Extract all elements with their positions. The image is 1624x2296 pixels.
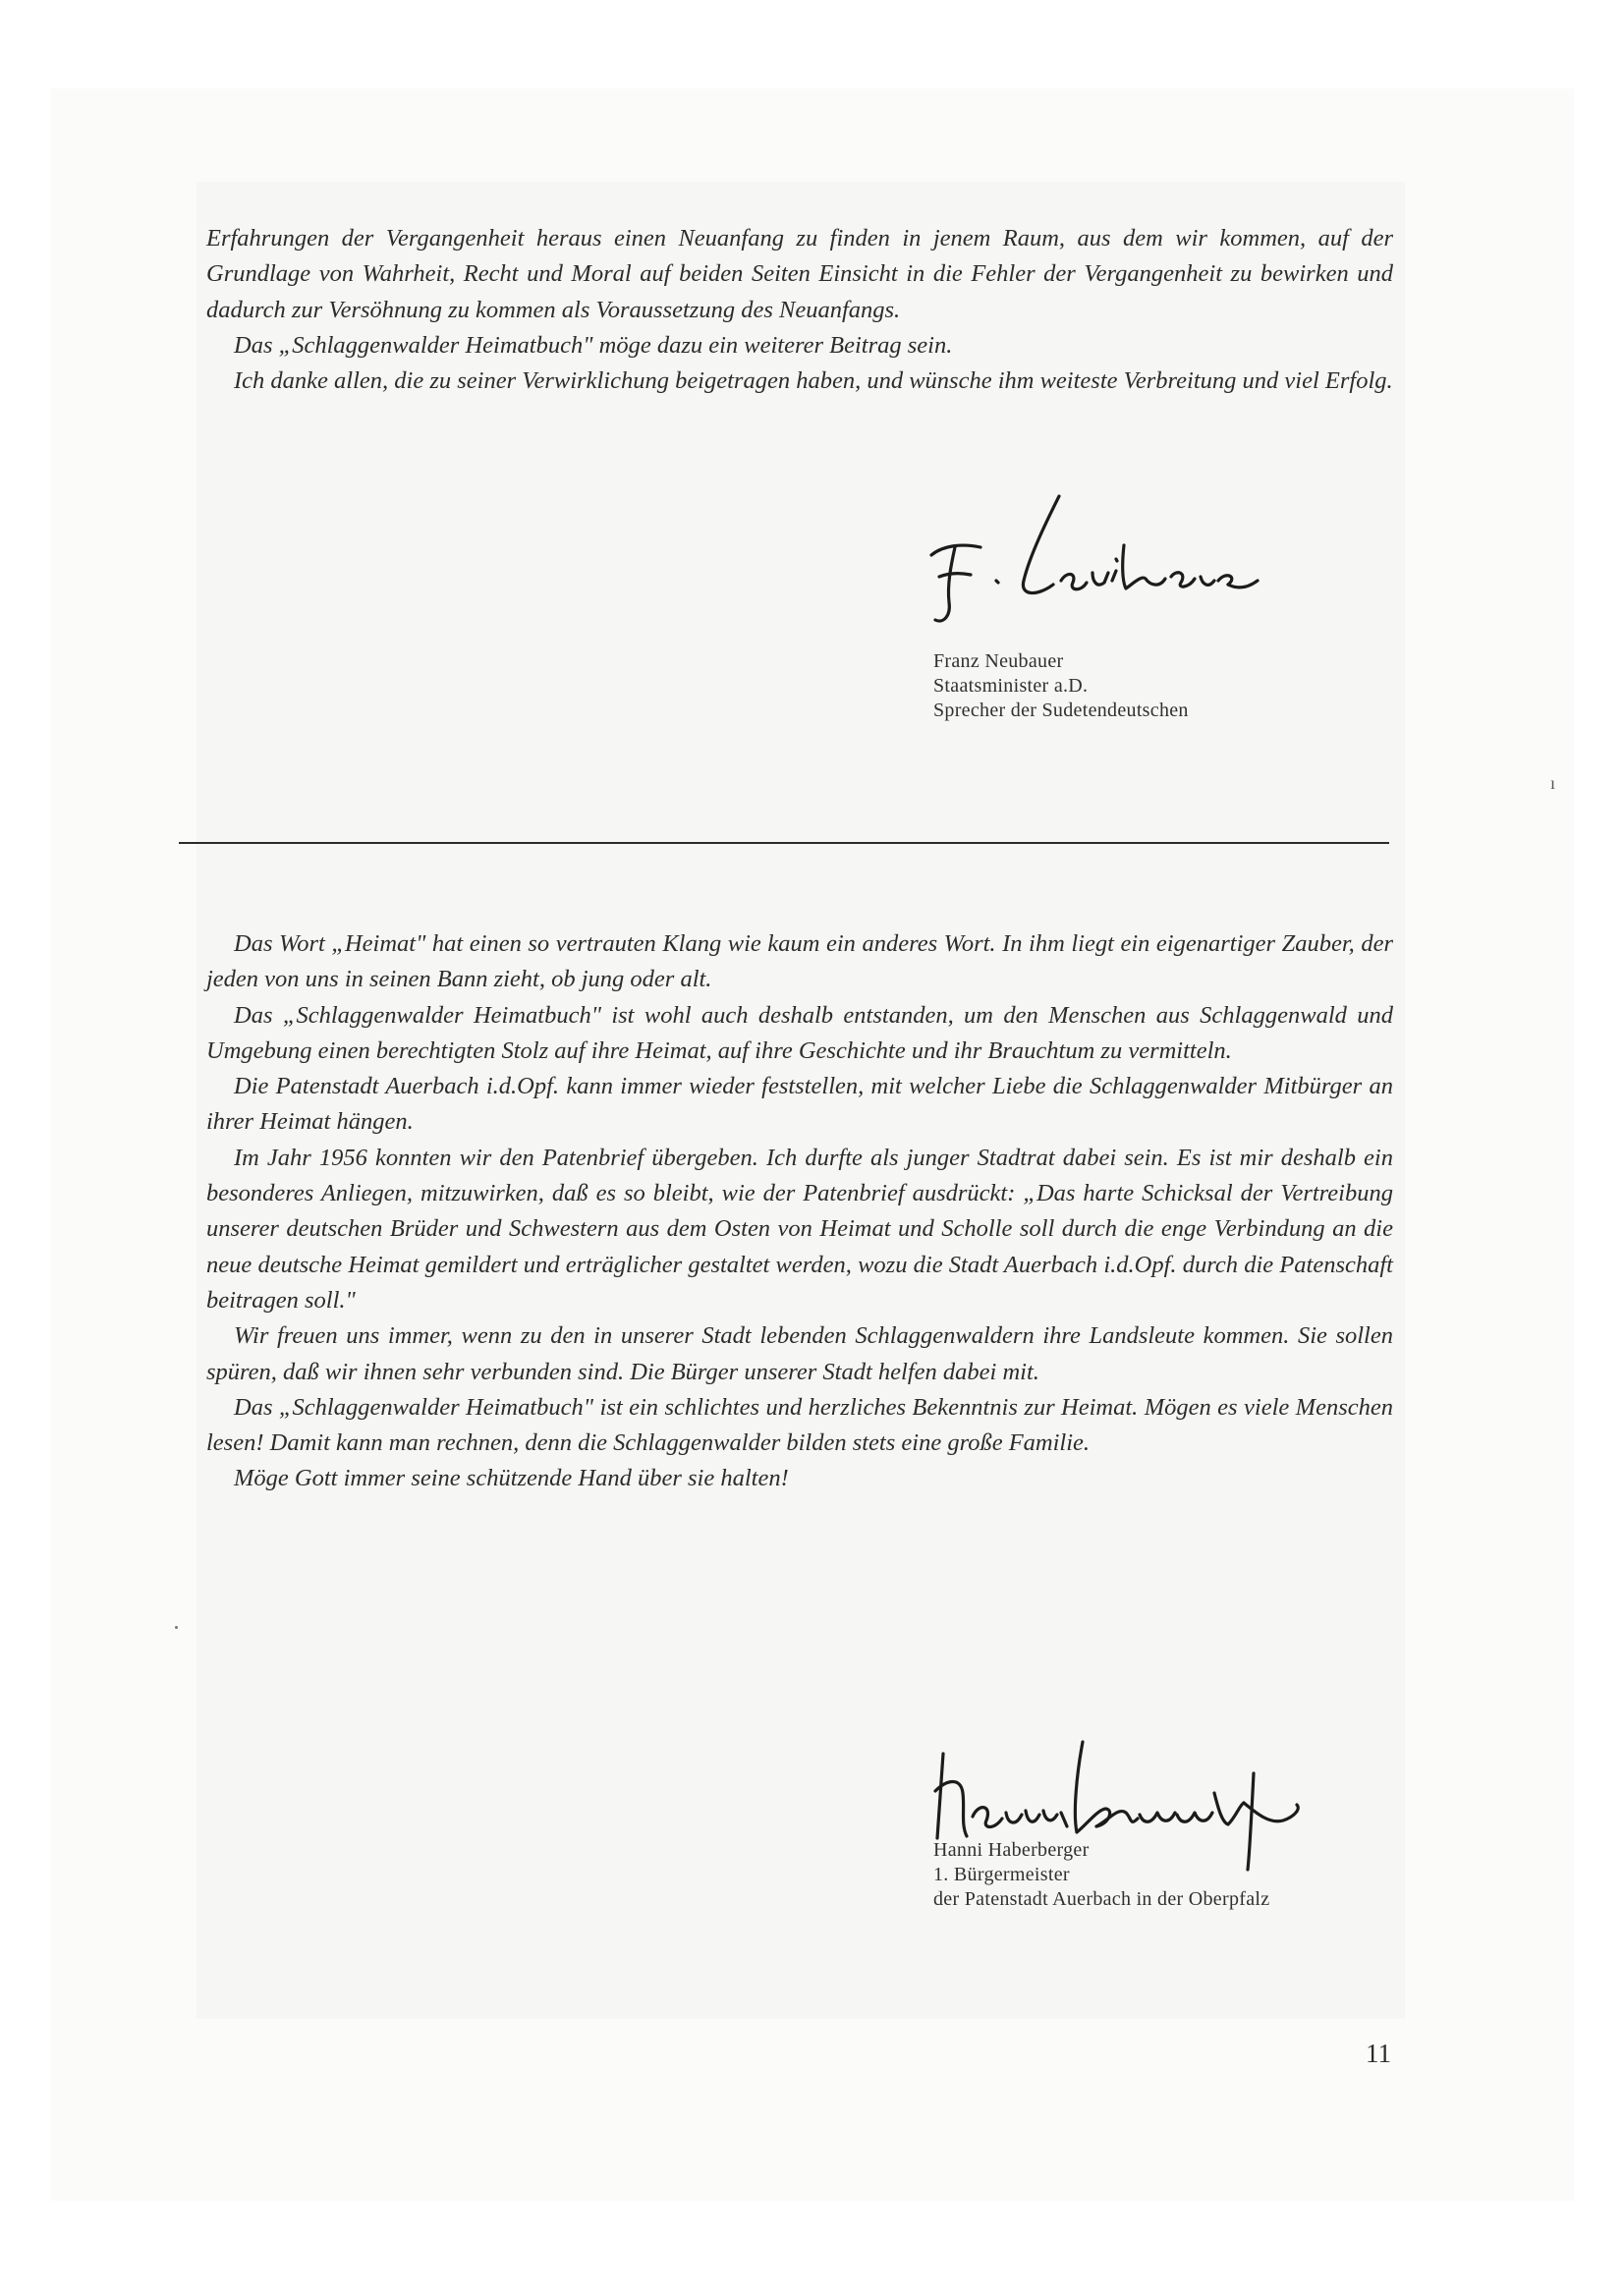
paragraph: Das Wort „Heimat" hat einen so vertrauten Klang wie kaum ein anderes Wort. In ihm liegt ein eigenartiger Zauber, der jeden von uns in seinen Bann zieht, ob jung oder alt. [206,930,1393,993]
signer-title: 1. Bürgermeister [933,1864,1070,1885]
paragraph: Im Jahr 1956 konnten wir den Patenbrief übergeben. Ich durfte als junger Stadtrat dabei sein. Es ist mir deshalb ein besonderes Anliegen, mitzuwirken, daß es so bleibt, wie der Patenbrief ausdrückt: „Das harte Schicksal der Vertreibung unserer deutschen Brüder und Schwestern aus dem Osten von Heimat und Scholle soll durch die enge Verbindung an die neue deutsche Heimat gemildert und erträglicher gestaltet werden, wozu die Stadt Auerbach i.d.Opf. durch die Patenschaft beitragen soll." [206,1144,1393,1314]
paragraph: Erfahrungen der Vergangenheit heraus einen Neuanfang zu finden in jenem Raum, aus dem wir kommen, auf der Grundlage von Wahrheit, Recht und Moral auf beiden Seiten Einsicht in die Fehler der Vergangenheit zu bewirken und dadurch zur Versöhnung zu kommen als Voraussetzung des Neuanfangs. [206,225,1393,323]
margin-mark: ı [1550,773,1556,793]
signer-role: Sprecher der Sudetendeutschen [933,700,1189,721]
letter-haberberger-text [206,926,1393,1497]
signer-block-neubauer [933,649,1189,723]
paragraph: Das „Schlaggenwalder Heimatbuch" ist ein schlichtes und herzliches Bekenntnis zur Heimat. Mögen es viele Menschen lesen! Damit kann man rechnen, denn die Schlaggenwalder bilden stets eine große Familie. [206,1393,1393,1457]
letter-neubauer-text [206,221,1393,399]
paper-speck [175,1626,178,1629]
paragraph: Das „Schlaggenwalder Heimatbuch" möge dazu ein weiterer Beitrag sein. [234,331,953,359]
paragraph: Möge Gott immer seine schützende Hand über sie halten! [234,1465,789,1492]
page-number: 11 [1366,2039,1391,2068]
signer-title: Staatsminister a.D. [933,675,1089,697]
signer-name: Hanni Haberberger [933,1839,1090,1861]
signer-block-haberberger [933,1838,1269,1912]
section-divider [179,842,1389,844]
paragraph: Die Patenstadt Auerbach i.d.Opf. kann immer wieder feststellen, mit welcher Liebe die Schlaggenwalder Mitbürger an ihrer Heimat hängen. [206,1073,1393,1136]
paragraph: Das „Schlaggenwalder Heimatbuch" ist wohl auch deshalb entstanden, um den Menschen aus Schlaggenwald und Umgebung einen berechtigten Stolz auf ihre Heimat, auf ihre Geschichte und ihr Brauchtum zu vermitteln. [206,1001,1393,1064]
signer-name: Franz Neubauer [933,650,1064,672]
paragraph: Wir freuen uns immer, wenn zu den in unserer Stadt lebenden Schlaggenwaldern ihre Landsleute kommen. Sie sollen spüren, daß wir ihnen sehr verbunden sind. Die Bürger unserer Stadt helfen dabei mit. [206,1322,1393,1385]
paragraph: Ich danke allen, die zu seiner Verwirklichung beigetragen haben, und wünsche ihm weiteste Verbreitung und viel Erfolg. [234,367,1393,395]
signer-role: der Patenstadt Auerbach in der Oberpfalz [933,1888,1270,1910]
signature-neubauer [914,486,1277,634]
